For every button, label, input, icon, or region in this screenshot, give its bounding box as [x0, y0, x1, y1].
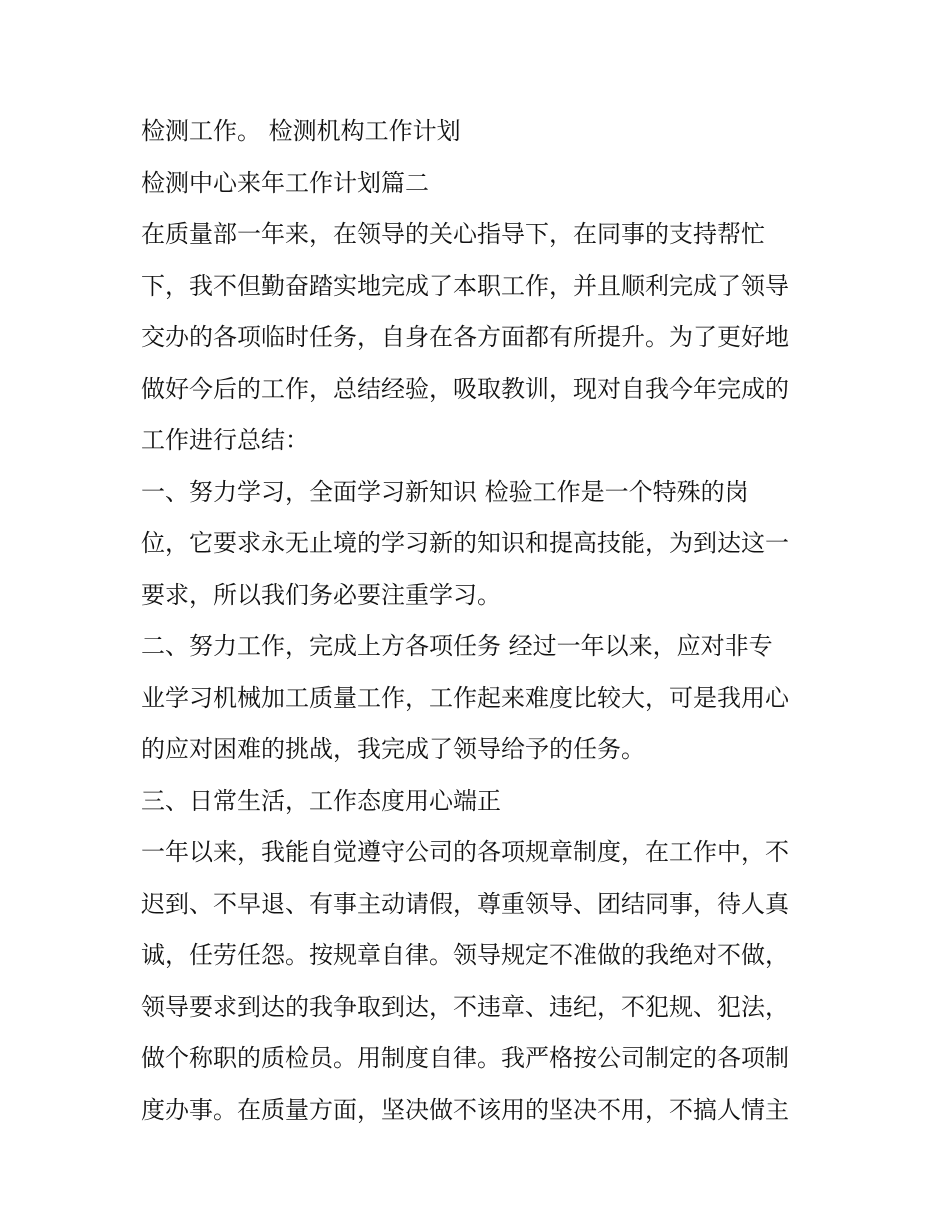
text-line-1: 检测工作。 检测机构工作计划 [141, 117, 461, 145]
text-line-17: 诚，任劳任怨。按规章自律。领导规定不准做的我绝对不做， [141, 941, 789, 969]
text-line-19: 做个称职的质检员。用制度自律。我严格按公司制定的各项制 [141, 1044, 789, 1072]
text-line-14: 三、日常生活，工作态度用心端正 [141, 786, 501, 815]
text-line-10: 要求，所以我们务必要注重学习。 [141, 580, 501, 609]
text-line-9: 位，它要求永无止境的学习新的知识和提高技能，为到达这一 [141, 529, 789, 557]
text-line-11: 二、努力工作，完成上方各项任务 经过一年以来，应对非专 [141, 632, 773, 660]
text-line-15: 一年以来，我能自觉遵守公司的各项规章制度，在工作中，不 [141, 838, 789, 866]
text-line-7: 工作进行总结： [141, 426, 309, 454]
text-line-2: 检测中心来年工作计划篇二 [141, 168, 429, 197]
text-line-16: 迟到、不早退、有事主动请假，尊重领导、团结同事，待人真 [141, 889, 789, 918]
text-line-18: 领导要求到达的我争取到达，不违章、违纪，不犯规、犯法， [141, 992, 789, 1021]
document-body [141, 106, 821, 1136]
text-line-12: 业学习机械加工质量工作，工作起来难度比较大，可是我用心 [141, 683, 789, 712]
text-line-6: 做好今后的工作，总结经验，吸取教训，现对自我今年完成的 [141, 374, 789, 403]
text-line-13: 的应对困难的挑战，我完成了领导给予的任务。 [141, 735, 645, 763]
text-line-4: 下，我不但勤奋踏实地完成了本职工作，并且顺利完成了领导 [141, 271, 789, 300]
text-line-20: 度办事。在质量方面，坚决做不该用的坚决不用，不搞人情主 [141, 1095, 789, 1124]
text-line-5: 交办的各项临时任务，自身在各方面都有所提升。为了更好地 [141, 323, 789, 351]
text-line-8: 一、努力学习，全面学习新知识 检验工作是一个特殊的岗 [141, 477, 749, 506]
text-line-3: 在质量部一年来，在领导的关心指导下，在同事的支持帮忙 [141, 220, 765, 248]
